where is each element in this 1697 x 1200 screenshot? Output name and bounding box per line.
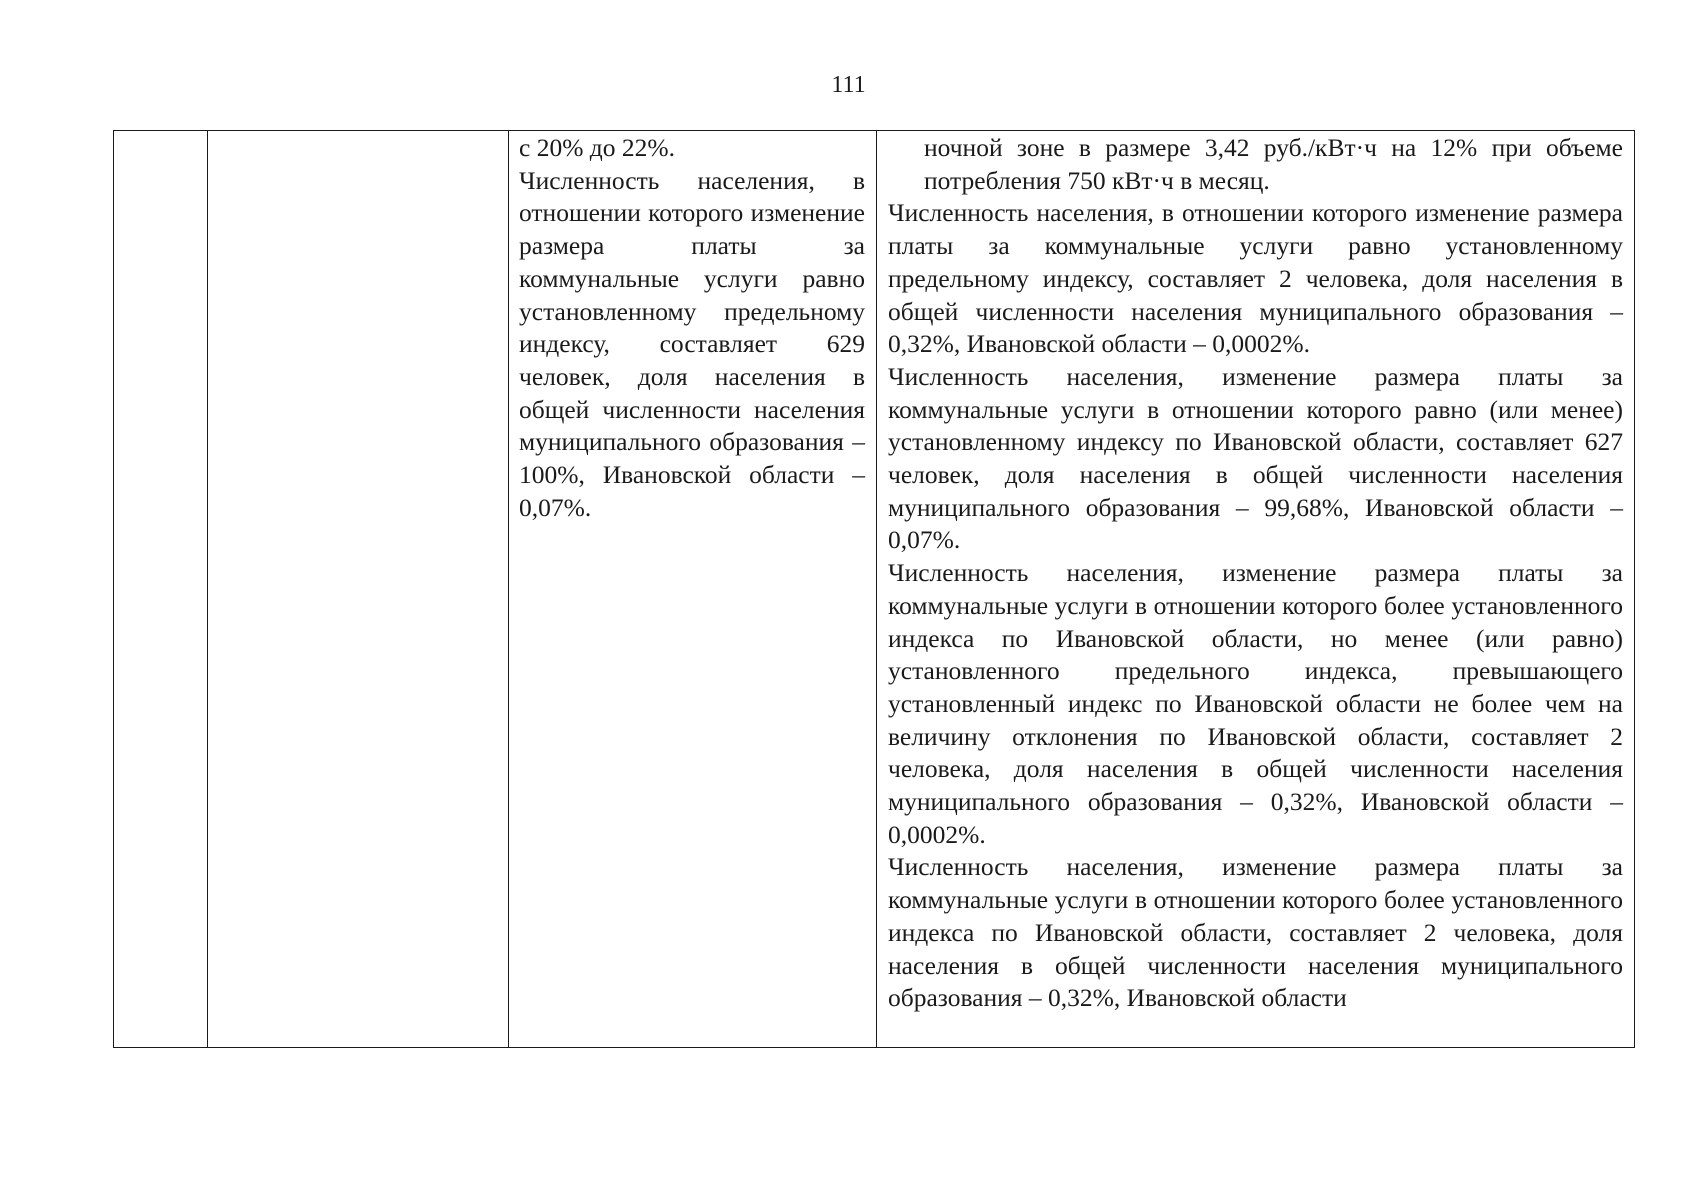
table-cell-index: [114, 131, 208, 1048]
table-cell-population-details: [877, 131, 1635, 1048]
paragraph: с 20% до 22%.: [519, 133, 676, 162]
document-table: [113, 130, 1635, 1048]
paragraph: Численность населения, в отношении которого изменение размера платы за коммунальные услуги равно установленному предельному индексу, составляет 629 человек, доля населения в общей численности населения муниципального образования – 100%, Ивановской области – 0,07%.: [519, 165, 865, 522]
paragraph: Численность населения, изменение размера платы за коммунальные услуги в отношении которого более установленного индекса по Ивановской области, но менее (или равно) установленного предельного индекса, превышающего установленный индекс по Ивановской области не более чем на величину отклонения по Ивановской области, составляет 2 человека, доля населения в общей численности населения муниципального образования – 0,32%, Ивановской области – 0,0002%.: [888, 558, 1623, 849]
table-cell-population-summary: [509, 131, 877, 1048]
paragraph: Численность населения, в отношении которого изменение размера платы за коммунальные услуги равно установленному предельному индексу, составляет 2 человека, доля населения в общей численности населения муниципального образования – 0,32%, Ивановской области – 0,0002%.: [888, 198, 1623, 359]
table-row: [114, 131, 1635, 1048]
table-cell-municipality: [208, 131, 509, 1048]
paragraph: Численность населения, изменение размера платы за коммунальные услуги в отношении которого равно (или менее) установленному индексу по Ивановской области, составляет 627 человек, доля населения в общей численности населения муниципального образования – 99,68%, Ивановской области – 0,07%.: [888, 361, 1623, 555]
paragraph: ночной зоне в размере 3,42 руб./кВт·ч на 12% при объеме потребления 750 кВт·ч в месяц.: [924, 133, 1623, 195]
paragraph: Численность населения, изменение размера платы за коммунальные услуги в отношении которого более установленного индекса по Ивановской области, составляет 2 человека, доля населения в общей численности населения муниципального образования – 0,32%, Ивановской области: [888, 852, 1623, 1013]
page-number: 111: [831, 72, 866, 98]
